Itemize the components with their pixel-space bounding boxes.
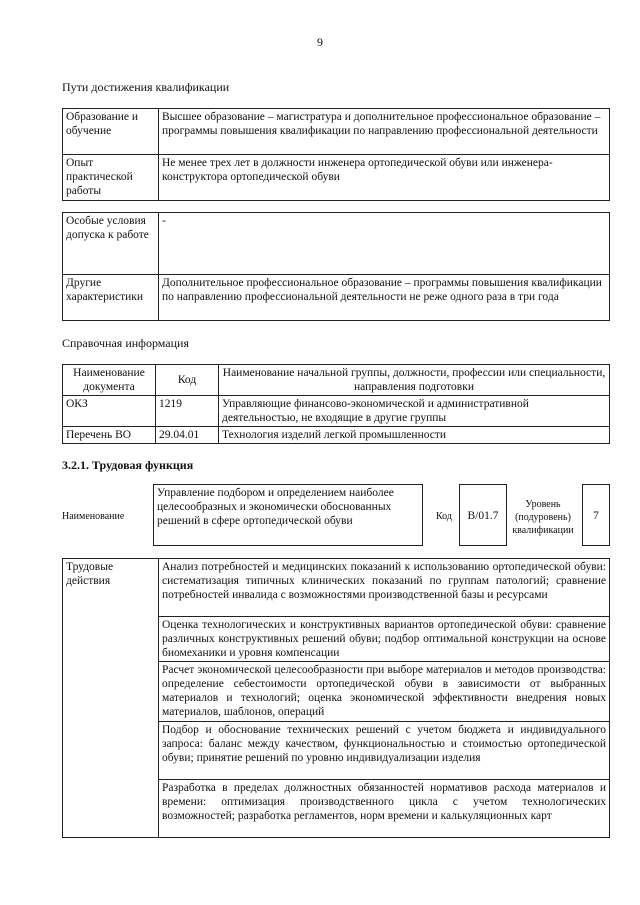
row-label: Особые условия допуска к работе	[63, 213, 159, 275]
table-row	[63, 427, 610, 444]
table-row	[63, 109, 610, 155]
labor-actions-table	[62, 558, 610, 838]
row-label: Другие характеристики	[63, 275, 159, 321]
row-value: Не менее трех лет в должности инженера ортопедической обуви или инженера-конструктора ортопедической обуви	[159, 155, 610, 201]
function-code: B/01.7	[459, 484, 507, 546]
conditions-table	[62, 212, 610, 321]
page-number: 9	[317, 35, 323, 49]
function-heading: 3.2.1. Трудовая функция	[62, 458, 194, 472]
table-row	[63, 213, 610, 275]
level-label: Уровень (подуровень) квалификации	[512, 499, 574, 536]
row-value: Дополнительное профессиональное образование – программы повышения квалификации по направлению профессиональной деятельности не реже одного раза в три года	[159, 275, 610, 321]
table-row	[63, 396, 610, 427]
table-row	[63, 275, 610, 321]
table-row	[63, 559, 610, 617]
labor-action-item: Разработка в пределах должностных обязанностей нормативов расхода материалов и времени: оптимизация производственного цикла с учетом технологических возможностей; разработка регламентов, норм времени и калькуляционных карт	[159, 780, 610, 838]
table-cell: 29.04.01	[156, 427, 219, 444]
qualification-paths-table	[62, 108, 610, 201]
table-cell: 1219	[156, 396, 219, 427]
table-row	[63, 155, 610, 201]
reference-table	[62, 364, 610, 444]
labor-action-item: Подбор и обоснование технических решений с учетом бюджета и индивидуального запроса: баланс между качеством, функциональностью и стоимостью ортопедической обуви; принятие решений по уровню индивидуализации изделия	[159, 722, 610, 780]
labor-action-item: Расчет экономической целесообразности при выборе материалов и методов производства: определение себестоимости ортопедической обуви в зависимости от выбранных материалов и технологий; оценка экономической эффективности внедрения новых материалов, шаблонов, операций	[159, 662, 610, 722]
code-label: Код	[436, 511, 452, 522]
row-label: Образование и обучение	[63, 109, 159, 155]
row-value: Высшее образование – магистратура и дополнительное профессиональное образование – программы повышения квалификации по направлению профессиональной деятельности	[159, 109, 610, 155]
table-cell: Технология изделий легкой промышленности	[219, 427, 610, 444]
table-cell: Управляющие финансово-экономической и административной деятельностью, не входящие в другие группы	[219, 396, 610, 427]
qualification-paths-heading: Пути достижения квалификации	[62, 80, 230, 94]
row-label: Опыт практической работы	[63, 155, 159, 201]
column-header: Наименование начальной группы, должности, профессии или специальности, направления подготовки	[219, 365, 610, 396]
function-name: Управление подбором и определением наиболее целесообразных и экономически обоснованных решений в сфере ортопедической обуви	[153, 484, 423, 546]
qualification-level: 7	[582, 484, 610, 546]
table-cell: Перечень ВО	[63, 427, 156, 444]
row-value: -	[159, 213, 610, 275]
table-header-row	[63, 365, 610, 396]
labor-action-item: Анализ потребностей и медицинских показаний к использованию ортопедической обуви: систематизация типичных клинических показаний по группам патологий; сравнение потребностей инвалида с возможностями производственной базы и ресурсами	[159, 559, 610, 617]
column-header: Наименование документа	[63, 365, 156, 396]
labor-actions-label: Трудовые действия	[63, 559, 159, 838]
column-header: Код	[156, 365, 219, 396]
reference-heading: Справочная информация	[62, 336, 189, 350]
labor-action-item: Оценка технологических и конструктивных вариантов ортопедической обуви: сравнение различных конструктивных решений обуви; подбор оптимальной конструкции на основе биомеханики и уровня компенсации	[159, 617, 610, 662]
table-cell: ОКЗ	[63, 396, 156, 427]
name-label: Наименование	[62, 511, 125, 522]
